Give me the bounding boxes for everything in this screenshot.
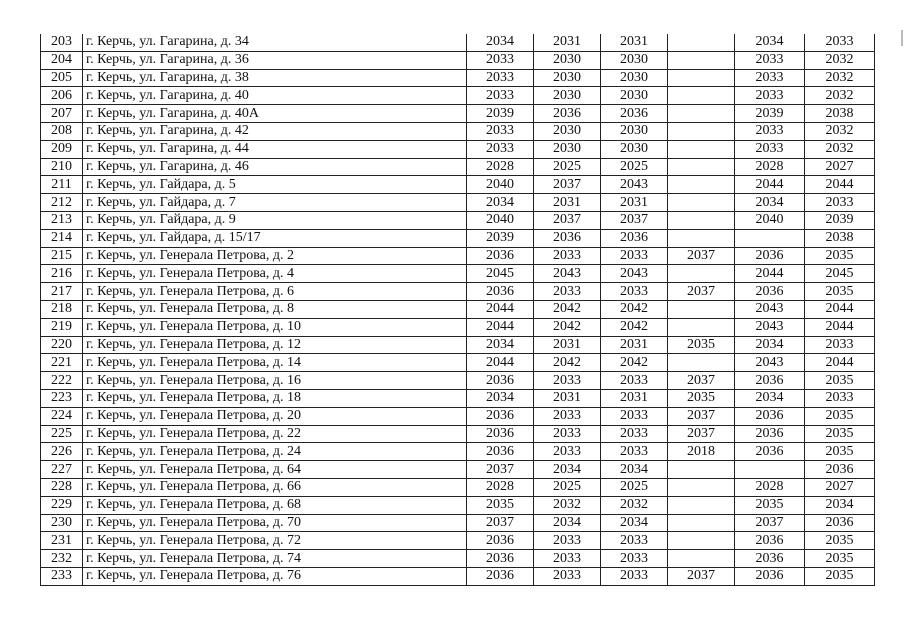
year-cell-4	[668, 514, 735, 532]
row-number-cell: 209	[41, 140, 83, 158]
year-cell-4: 2018	[668, 443, 735, 461]
address-cell: г. Керчь, ул. Генерала Петрова, д. 10	[83, 318, 467, 336]
year-cell-5: 2034	[735, 34, 805, 51]
year-cell-1: 2037	[467, 461, 534, 479]
address-cell: г. Керчь, ул. Генерала Петрова, д. 8	[83, 300, 467, 318]
year-cell-5: 2036	[735, 407, 805, 425]
year-cell-6: 2035	[805, 532, 875, 550]
year-cell-5: 2036	[735, 443, 805, 461]
year-cell-4: 2037	[668, 372, 735, 390]
address-cell: г. Керчь, ул. Гагарина, д. 42	[83, 122, 467, 140]
year-cell-3: 2033	[601, 425, 668, 443]
year-cell-4	[668, 300, 735, 318]
year-cell-4	[668, 140, 735, 158]
year-cell-2: 2030	[534, 51, 601, 69]
year-cell-5: 2040	[735, 211, 805, 229]
address-cell: г. Керчь, ул. Гайдара, д. 15/17	[83, 229, 467, 247]
row-number-cell: 212	[41, 194, 83, 212]
year-cell-6: 2035	[805, 283, 875, 301]
row-number-cell: 217	[41, 283, 83, 301]
year-cell-1: 2028	[467, 158, 534, 176]
year-cell-1: 2033	[467, 69, 534, 87]
year-cell-2: 2033	[534, 372, 601, 390]
address-cell: г. Керчь, ул. Генерала Петрова, д. 20	[83, 407, 467, 425]
year-cell-2: 2033	[534, 443, 601, 461]
year-cell-4	[668, 354, 735, 372]
year-cell-5: 2036	[735, 567, 805, 585]
year-cell-4	[668, 194, 735, 212]
year-cell-5	[735, 229, 805, 247]
year-cell-2: 2033	[534, 567, 601, 585]
year-cell-6: 2035	[805, 247, 875, 265]
year-cell-6: 2027	[805, 478, 875, 496]
table-row	[41, 478, 875, 496]
year-cell-4	[668, 105, 735, 123]
table-row	[41, 158, 875, 176]
table-row	[41, 407, 875, 425]
year-cell-3: 2033	[601, 550, 668, 568]
year-cell-3: 2031	[601, 194, 668, 212]
address-cell: г. Керчь, ул. Гайдара, д. 7	[83, 194, 467, 212]
year-cell-2: 2036	[534, 229, 601, 247]
year-cell-4: 2037	[668, 247, 735, 265]
row-number-cell: 231	[41, 532, 83, 550]
year-cell-2: 2043	[534, 265, 601, 283]
address-cell: г. Керчь, ул. Гагарина, д. 40	[83, 87, 467, 105]
year-cell-6: 2033	[805, 389, 875, 407]
year-cell-5: 2035	[735, 496, 805, 514]
table-row	[41, 461, 875, 479]
year-cell-6: 2036	[805, 461, 875, 479]
address-cell: г. Керчь, ул. Генерала Петрова, д. 64	[83, 461, 467, 479]
year-cell-2: 2031	[534, 389, 601, 407]
year-cell-5: 2033	[735, 69, 805, 87]
table-row	[41, 318, 875, 336]
row-number-cell: 223	[41, 389, 83, 407]
year-cell-3: 2033	[601, 443, 668, 461]
year-cell-6: 2032	[805, 140, 875, 158]
table-row	[41, 532, 875, 550]
year-cell-1: 2034	[467, 336, 534, 354]
row-number-cell: 211	[41, 176, 83, 194]
year-cell-5: 2028	[735, 478, 805, 496]
year-cell-4	[668, 532, 735, 550]
year-cell-2: 2037	[534, 176, 601, 194]
row-number-cell: 222	[41, 372, 83, 390]
year-cell-1: 2033	[467, 51, 534, 69]
year-cell-1: 2045	[467, 265, 534, 283]
row-number-cell: 216	[41, 265, 83, 283]
year-cell-6: 2032	[805, 87, 875, 105]
year-cell-2: 2033	[534, 247, 601, 265]
table-row	[41, 336, 875, 354]
year-cell-2: 2034	[534, 514, 601, 532]
year-cell-6: 2038	[805, 105, 875, 123]
table-row	[41, 283, 875, 301]
year-cell-4: 2037	[668, 283, 735, 301]
year-cell-4	[668, 34, 735, 51]
row-number-cell: 232	[41, 550, 83, 568]
year-cell-5: 2036	[735, 247, 805, 265]
row-number-cell: 207	[41, 105, 83, 123]
year-cell-1: 2044	[467, 354, 534, 372]
row-number-cell: 227	[41, 461, 83, 479]
address-cell: г. Керчь, ул. Генерала Петрова, д. 12	[83, 336, 467, 354]
year-cell-4	[668, 87, 735, 105]
year-cell-1: 2033	[467, 140, 534, 158]
address-cell: г. Керчь, ул. Генерала Петрова, д. 66	[83, 478, 467, 496]
address-cell: г. Керчь, ул. Гайдара, д. 9	[83, 211, 467, 229]
year-cell-4	[668, 550, 735, 568]
year-cell-2: 2030	[534, 140, 601, 158]
year-cell-3: 2025	[601, 478, 668, 496]
table-row	[41, 140, 875, 158]
year-cell-2: 2037	[534, 211, 601, 229]
year-cell-3: 2036	[601, 229, 668, 247]
year-cell-2: 2031	[534, 336, 601, 354]
year-cell-3: 2030	[601, 140, 668, 158]
row-number-cell: 221	[41, 354, 83, 372]
year-cell-1: 2040	[467, 211, 534, 229]
row-number-cell: 204	[41, 51, 83, 69]
year-cell-4: 2037	[668, 567, 735, 585]
year-cell-4	[668, 318, 735, 336]
table-row	[41, 354, 875, 372]
year-cell-5: 2033	[735, 140, 805, 158]
year-cell-3: 2042	[601, 318, 668, 336]
year-cell-1: 2036	[467, 443, 534, 461]
year-cell-3: 2036	[601, 105, 668, 123]
row-number-cell: 233	[41, 567, 83, 585]
year-cell-5: 2028	[735, 158, 805, 176]
year-cell-2: 2033	[534, 283, 601, 301]
year-cell-1: 2039	[467, 229, 534, 247]
table-row	[41, 229, 875, 247]
year-cell-6: 2044	[805, 176, 875, 194]
table-row	[41, 51, 875, 69]
address-cell: г. Керчь, ул. Генерала Петрова, д. 18	[83, 389, 467, 407]
row-number-cell: 210	[41, 158, 83, 176]
year-cell-4	[668, 229, 735, 247]
table-row	[41, 105, 875, 123]
year-cell-4: 2035	[668, 336, 735, 354]
address-cell: г. Керчь, ул. Генерала Петрова, д. 4	[83, 265, 467, 283]
year-cell-3: 2034	[601, 461, 668, 479]
year-cell-2: 2031	[534, 194, 601, 212]
table-row	[41, 194, 875, 212]
year-cell-3: 2033	[601, 407, 668, 425]
address-cell: г. Керчь, ул. Гайдара, д. 5	[83, 176, 467, 194]
year-cell-2: 2031	[534, 34, 601, 51]
year-cell-6: 2044	[805, 318, 875, 336]
year-cell-6: 2036	[805, 514, 875, 532]
year-cell-5: 2033	[735, 51, 805, 69]
year-cell-3: 2043	[601, 265, 668, 283]
table-row	[41, 567, 875, 585]
address-cell: г. Керчь, ул. Генерала Петрова, д. 68	[83, 496, 467, 514]
year-cell-5: 2044	[735, 265, 805, 283]
year-cell-6: 2035	[805, 407, 875, 425]
year-cell-1: 2028	[467, 478, 534, 496]
table-row	[41, 122, 875, 140]
year-cell-3: 2031	[601, 336, 668, 354]
year-cell-2: 2030	[534, 122, 601, 140]
address-cell: г. Керчь, ул. Генерала Петрова, д. 6	[83, 283, 467, 301]
year-cell-3: 2031	[601, 389, 668, 407]
year-cell-6: 2044	[805, 300, 875, 318]
table-row	[41, 247, 875, 265]
year-cell-1: 2037	[467, 514, 534, 532]
row-number-cell: 205	[41, 69, 83, 87]
year-cell-1: 2044	[467, 300, 534, 318]
year-cell-2: 2033	[534, 532, 601, 550]
row-number-cell: 225	[41, 425, 83, 443]
year-cell-4	[668, 51, 735, 69]
year-cell-1: 2039	[467, 105, 534, 123]
row-number-cell: 206	[41, 87, 83, 105]
address-cell: г. Керчь, ул. Генерала Петрова, д. 76	[83, 567, 467, 585]
year-cell-5: 2039	[735, 105, 805, 123]
year-cell-6: 2035	[805, 425, 875, 443]
year-cell-6: 2032	[805, 51, 875, 69]
year-cell-6: 2033	[805, 34, 875, 51]
table-row	[41, 34, 875, 51]
year-cell-6: 2027	[805, 158, 875, 176]
year-cell-4: 2035	[668, 389, 735, 407]
row-number-cell: 203	[41, 34, 83, 51]
address-cell: г. Керчь, ул. Генерала Петрова, д. 70	[83, 514, 467, 532]
year-cell-6: 2044	[805, 354, 875, 372]
table-row	[41, 300, 875, 318]
address-cell: г. Керчь, ул. Гагарина, д. 46	[83, 158, 467, 176]
year-cell-3: 2033	[601, 247, 668, 265]
year-cell-2: 2042	[534, 318, 601, 336]
row-number-cell: 218	[41, 300, 83, 318]
year-cell-6: 2038	[805, 229, 875, 247]
year-cell-5: 2043	[735, 354, 805, 372]
year-cell-1: 2036	[467, 247, 534, 265]
year-cell-4	[668, 122, 735, 140]
year-cell-5: 2036	[735, 550, 805, 568]
address-cell: г. Керчь, ул. Генерала Петрова, д. 24	[83, 443, 467, 461]
year-cell-3: 2037	[601, 211, 668, 229]
table-row	[41, 389, 875, 407]
year-cell-6: 2032	[805, 69, 875, 87]
year-cell-3: 2030	[601, 122, 668, 140]
address-cell: г. Керчь, ул. Генерала Петрова, д. 22	[83, 425, 467, 443]
year-cell-6: 2034	[805, 496, 875, 514]
year-cell-5: 2044	[735, 176, 805, 194]
address-cell: г. Керчь, ул. Генерала Петрова, д. 16	[83, 372, 467, 390]
year-cell-2: 2042	[534, 354, 601, 372]
year-cell-5: 2034	[735, 389, 805, 407]
year-cell-2: 2033	[534, 550, 601, 568]
year-cell-3: 2033	[601, 283, 668, 301]
address-cell: г. Керчь, ул. Гагарина, д. 36	[83, 51, 467, 69]
year-cell-6: 2033	[805, 194, 875, 212]
year-cell-2: 2033	[534, 425, 601, 443]
year-cell-4	[668, 496, 735, 514]
year-cell-4	[668, 265, 735, 283]
year-cell-2: 2030	[534, 69, 601, 87]
year-cell-3: 2043	[601, 176, 668, 194]
year-cell-3: 2042	[601, 354, 668, 372]
address-cell: г. Керчь, ул. Гагарина, д. 40А	[83, 105, 467, 123]
year-cell-5: 2033	[735, 122, 805, 140]
year-cell-1: 2036	[467, 532, 534, 550]
year-cell-2: 2033	[534, 407, 601, 425]
year-cell-4	[668, 158, 735, 176]
year-cell-4	[668, 176, 735, 194]
row-number-cell: 220	[41, 336, 83, 354]
row-number-cell: 215	[41, 247, 83, 265]
year-cell-1: 2034	[467, 389, 534, 407]
table-row	[41, 550, 875, 568]
year-cell-4	[668, 478, 735, 496]
year-cell-4	[668, 69, 735, 87]
year-cell-6: 2032	[805, 122, 875, 140]
table-row	[41, 443, 875, 461]
year-cell-3: 2030	[601, 51, 668, 69]
registry-table-body	[41, 34, 875, 585]
year-cell-1: 2036	[467, 425, 534, 443]
table-row	[41, 372, 875, 390]
year-cell-5: 2043	[735, 318, 805, 336]
year-cell-6: 2035	[805, 550, 875, 568]
year-cell-3: 2042	[601, 300, 668, 318]
year-cell-1: 2036	[467, 550, 534, 568]
year-cell-3: 2030	[601, 69, 668, 87]
table-row	[41, 69, 875, 87]
year-cell-5: 2037	[735, 514, 805, 532]
year-cell-2: 2025	[534, 158, 601, 176]
table-row	[41, 265, 875, 283]
table-row	[41, 496, 875, 514]
registry-table	[40, 34, 875, 586]
row-number-cell: 226	[41, 443, 83, 461]
year-cell-1: 2033	[467, 87, 534, 105]
table-row	[41, 176, 875, 194]
row-number-cell: 224	[41, 407, 83, 425]
year-cell-3: 2033	[601, 372, 668, 390]
year-cell-3: 2025	[601, 158, 668, 176]
address-cell: г. Керчь, ул. Гагарина, д. 44	[83, 140, 467, 158]
year-cell-6: 2035	[805, 443, 875, 461]
row-number-cell: 229	[41, 496, 83, 514]
year-cell-3: 2033	[601, 532, 668, 550]
table-row	[41, 87, 875, 105]
year-cell-3: 2034	[601, 514, 668, 532]
year-cell-1: 2035	[467, 496, 534, 514]
row-number-cell: 214	[41, 229, 83, 247]
address-cell: г. Керчь, ул. Гагарина, д. 38	[83, 69, 467, 87]
year-cell-3: 2031	[601, 34, 668, 51]
row-number-cell: 230	[41, 514, 83, 532]
row-number-cell: 208	[41, 122, 83, 140]
year-cell-4	[668, 211, 735, 229]
year-cell-5: 2034	[735, 336, 805, 354]
address-cell: г. Керчь, ул. Гагарина, д. 34	[83, 34, 467, 51]
year-cell-1: 2040	[467, 176, 534, 194]
year-cell-4: 2037	[668, 425, 735, 443]
year-cell-3: 2032	[601, 496, 668, 514]
address-cell: г. Керчь, ул. Генерала Петрова, д. 14	[83, 354, 467, 372]
row-number-cell: 219	[41, 318, 83, 336]
scan-edge-mark	[901, 30, 903, 46]
year-cell-2: 2042	[534, 300, 601, 318]
year-cell-6: 2035	[805, 372, 875, 390]
year-cell-5: 2036	[735, 425, 805, 443]
row-number-cell: 228	[41, 478, 83, 496]
table-row	[41, 211, 875, 229]
year-cell-1: 2036	[467, 283, 534, 301]
year-cell-1: 2036	[467, 407, 534, 425]
year-cell-2: 2030	[534, 87, 601, 105]
year-cell-5: 2036	[735, 283, 805, 301]
year-cell-4	[668, 461, 735, 479]
year-cell-6: 2033	[805, 336, 875, 354]
year-cell-3: 2033	[601, 567, 668, 585]
year-cell-5: 2043	[735, 300, 805, 318]
address-cell: г. Керчь, ул. Генерала Петрова, д. 72	[83, 532, 467, 550]
year-cell-5: 2036	[735, 532, 805, 550]
year-cell-5	[735, 461, 805, 479]
table-row	[41, 514, 875, 532]
year-cell-2: 2032	[534, 496, 601, 514]
address-cell: г. Керчь, ул. Генерала Петрова, д. 74	[83, 550, 467, 568]
year-cell-1: 2034	[467, 194, 534, 212]
year-cell-6: 2035	[805, 567, 875, 585]
year-cell-1: 2033	[467, 122, 534, 140]
year-cell-3: 2030	[601, 87, 668, 105]
year-cell-2: 2034	[534, 461, 601, 479]
year-cell-2: 2036	[534, 105, 601, 123]
row-number-cell: 213	[41, 211, 83, 229]
year-cell-2: 2025	[534, 478, 601, 496]
year-cell-1: 2044	[467, 318, 534, 336]
year-cell-6: 2039	[805, 211, 875, 229]
year-cell-1: 2036	[467, 567, 534, 585]
table-row	[41, 425, 875, 443]
address-cell: г. Керчь, ул. Генерала Петрова, д. 2	[83, 247, 467, 265]
year-cell-4: 2037	[668, 407, 735, 425]
year-cell-5: 2033	[735, 87, 805, 105]
year-cell-1: 2034	[467, 34, 534, 51]
year-cell-5: 2034	[735, 194, 805, 212]
year-cell-1: 2036	[467, 372, 534, 390]
year-cell-5: 2036	[735, 372, 805, 390]
year-cell-6: 2045	[805, 265, 875, 283]
